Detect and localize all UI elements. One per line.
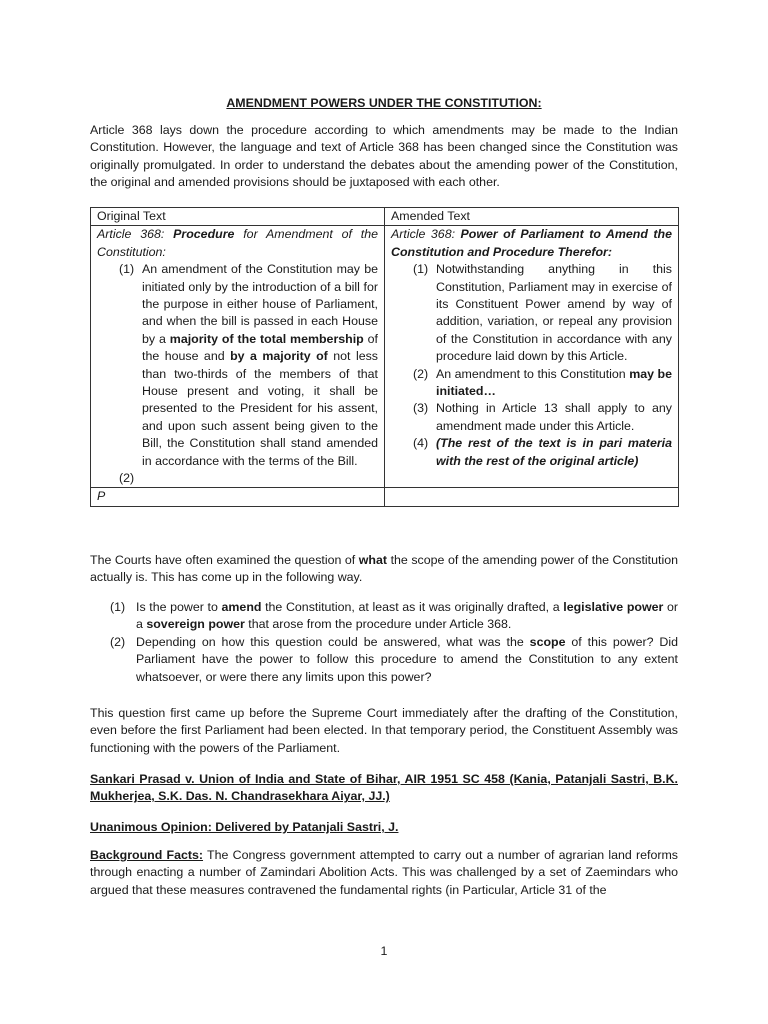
original-text-header: Original Text [91,208,385,226]
amended-clauses [391,261,672,470]
amended-heading: Article 368: Power of Parliament to Amend the Constitution and Procedure Therefor: [391,227,672,259]
amended-text-cell [385,226,679,488]
amended-clause-3: (3) Nothing in Article 13 shall apply to any amendment made under this Article. [413,401,672,433]
question-1: (1) Is the power to amend the Constitution, at least as it was originally drafted, a legislative power or a sovereign power that arose from the procedure under Article 368. [110,600,678,632]
original-row3-cell: P [91,488,385,506]
comparison-table [90,207,679,507]
table-header-row [91,208,679,226]
table-footer-row [91,488,679,506]
original-clause-2: (2) [119,471,135,486]
amended-clause-1: (1) Notwithstanding anything in this Constitution, Parliament may in exercise of its Constituent Power amend by way of addition, variation, or repeal any provision of the Constitution in accordance with any procedure laid down by this Article. [413,262,672,364]
history-paragraph: This question first came up before the Supreme Court immediately after the drafting of the Constitution, even before the first Parliament had been elected. In that temporary period, the Constituent Assembly was functioning with the powers of the Parliament. [90,706,678,755]
original-text-cell [91,226,385,488]
opinion-line: Unanimous Opinion: Delivered by Patanjali Sastri, J. [90,820,399,834]
original-clause-1: (1) An amendment of the Constitution may be initiated only by the introduction of a bill for the purpose in either house of Parliament, and when the bill is passed in each House by a majority of the total membership of the house and by a majority of not less than two-thirds of the members of that House present and voting, it shall be presented to the President for his assent, and upon such assent being given to the Bill, the Constitution shall stand amended in accordance with the terms of the Bill. [119,262,378,468]
background-paragraph: Background Facts: The Congress government attempted to carry out a number of agrarian land reforms through enacting a number of Zamindari Abolition Acts. This was challenged by a set of Zaemindars who argued that these measures contravened the fundamental rights (in Particular, Article 31 of the [90,848,679,897]
case-title: Sankari Prasad v. Union of India and State of Bihar, AIR 1951 SC 458 (Kania, Patanjali Sastri, B.K. Mukherjea, S.K. Das. N. Chandrasekhara Aiyar, JJ.) [90,772,678,804]
background-label: Background Facts: [90,848,204,862]
amended-row3-cell [385,488,679,506]
table-body-row [91,226,679,488]
intro-paragraph: Article 368 lays down the procedure according to which amendments may be made to the Indian Constitution. However, the language and text of Article 368 has been changed since the Constitution was originally promulgated. In order to understand the debates about the amending power of the Constitution, the original and amended provisions should be juxtaposed with each other. [90,123,678,190]
question-2: (2) Depending on how this question could be answered, what was the scope of this power? Did Parliament have the power to follow this procedure to amend the Constitution to any extent whatsoever, or were there any limits upon this power? [110,634,678,684]
question-list [90,599,678,686]
page-number: 1 [380,944,388,958]
page-title: AMENDMENT POWERS UNDER THE CONSTITUTION: [226,96,542,110]
amended-clause-2: (2) An amendment to this Constitution may be initiated… [413,366,672,399]
amended-text-header: Amended Text [385,208,679,226]
original-clauses [97,261,378,487]
amended-clause-4: (4) (The rest of the text is in pari materia with the rest of the original article) [413,436,672,468]
courts-paragraph: The Courts have often examined the question of what the scope of the amending power of the Constitution actually is. This has come up in the following way. [90,553,678,585]
original-heading: Article 368: Procedure for Amendment of the Constitution: [97,227,378,259]
